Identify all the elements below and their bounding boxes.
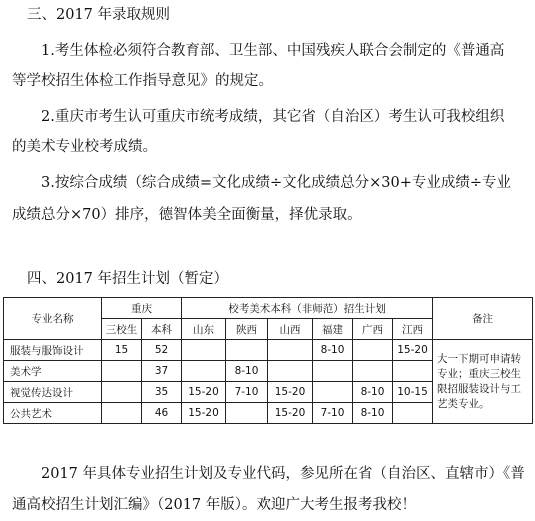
cell-shaanxi bbox=[226, 403, 268, 424]
rule-2-line-1: 2.重庆市考生认可重庆市统考成绩，其它省（自治区）考生认可我校组织 bbox=[41, 109, 505, 125]
cell-fujian: 7-10 bbox=[313, 403, 353, 424]
rule-2-line-2: 的美术专业校考成绩。 bbox=[12, 139, 157, 155]
enrollment-plan-table bbox=[3, 297, 533, 424]
table-header-row-1 bbox=[4, 298, 533, 319]
cell-major: 视觉传达设计 bbox=[4, 382, 102, 403]
header-benke: 本科 bbox=[142, 319, 182, 340]
cell-benke: 35 bbox=[142, 382, 182, 403]
cell-major: 服装与服饰设计 bbox=[4, 340, 102, 361]
cell-guangxi bbox=[353, 361, 393, 382]
rule-3-line-2: 成绩总分×70）排序，德智体美全面衡量，择优录取。 bbox=[12, 207, 362, 223]
cell-sanxiao bbox=[102, 403, 142, 424]
rule-1-line-1: 1.考生体检必须符合教育部、卫生部、中国残疾人联合会制定的《普通高 bbox=[41, 43, 505, 59]
notes-cell: 大一下期可申请转专业；重庆三校生限招服装设计与工艺类专业。 bbox=[433, 340, 533, 424]
header-sanxiao: 三校生 bbox=[102, 319, 142, 340]
table-row bbox=[4, 340, 533, 361]
cell-shanxi: 15-20 bbox=[268, 382, 313, 403]
cell-sanxiao bbox=[102, 361, 142, 382]
header-province: 江西 bbox=[393, 319, 433, 340]
header-province: 陕西 bbox=[226, 319, 268, 340]
cell-shaanxi: 8-10 bbox=[226, 361, 268, 382]
header-province: 山西 bbox=[268, 319, 313, 340]
cell-fujian bbox=[313, 361, 353, 382]
cell-fujian bbox=[313, 382, 353, 403]
cell-benke: 37 bbox=[142, 361, 182, 382]
header-province: 山东 bbox=[182, 319, 226, 340]
cell-shanxi: 15-20 bbox=[268, 403, 313, 424]
header-notes: 备注 bbox=[433, 298, 533, 340]
cell-shandong: 15-20 bbox=[182, 403, 226, 424]
cell-shandong bbox=[182, 340, 226, 361]
cell-shandong: 15-20 bbox=[182, 382, 226, 403]
cell-jiangxi: 10-15 bbox=[393, 382, 433, 403]
cell-jiangxi bbox=[393, 403, 433, 424]
header-chongqing: 重庆 bbox=[102, 298, 182, 319]
cell-major: 公共艺术 bbox=[4, 403, 102, 424]
header-province: 广西 bbox=[353, 319, 393, 340]
cell-benke: 46 bbox=[142, 403, 182, 424]
header-major: 专业名称 bbox=[4, 298, 102, 340]
cell-sanxiao bbox=[102, 382, 142, 403]
cell-shanxi bbox=[268, 361, 313, 382]
closing-line-1: 2017 年具体专业招生计划及专业代码，参见所在省（自治区、直辖市）《普 bbox=[41, 466, 525, 482]
cell-guangxi: 8-10 bbox=[353, 403, 393, 424]
cell-shaanxi: 7-10 bbox=[226, 382, 268, 403]
cell-shanxi bbox=[268, 340, 313, 361]
section-4-heading: 四、2017 年招生计划（暂定） bbox=[27, 271, 229, 287]
cell-jiangxi bbox=[393, 361, 433, 382]
closing-line-2: 通高校招生计划汇编》（2017 年版）。欢迎广大考生报考我校！ bbox=[12, 497, 417, 513]
cell-sanxiao: 15 bbox=[102, 340, 142, 361]
header-school-exam: 校考美术本科（非师范）招生计划 bbox=[182, 298, 433, 319]
section-3-heading: 三、2017 年录取规则 bbox=[27, 7, 171, 23]
cell-guangxi: 8-10 bbox=[353, 382, 393, 403]
header-province: 福建 bbox=[313, 319, 353, 340]
cell-major: 美术学 bbox=[4, 361, 102, 382]
cell-shandong bbox=[182, 361, 226, 382]
cell-fujian: 8-10 bbox=[313, 340, 353, 361]
rule-1-line-2: 等学校招生体检工作指导意见》的规定。 bbox=[12, 73, 273, 89]
rule-3-line-1: 3.按综合成绩（综合成绩=文化成绩÷文化成绩总分×30+专业成绩÷专业 bbox=[41, 175, 512, 191]
cell-guangxi bbox=[353, 340, 393, 361]
cell-shaanxi bbox=[226, 340, 268, 361]
cell-jiangxi: 15-20 bbox=[393, 340, 433, 361]
cell-benke: 52 bbox=[142, 340, 182, 361]
